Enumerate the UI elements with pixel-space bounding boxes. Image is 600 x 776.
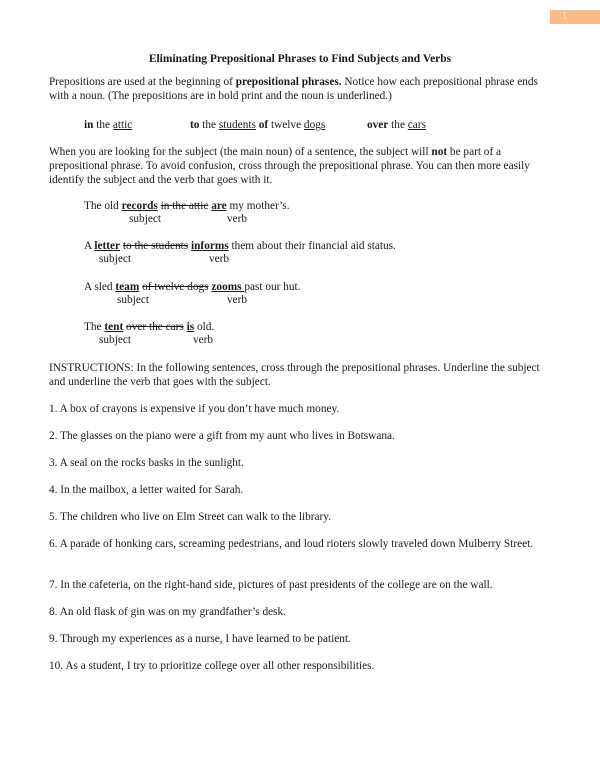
page-title: Eliminating Prepositional Phrases to Find Subjects and Verbs: [148, 53, 452, 65]
exercise-1: 1. A box of crayons is expensive if you don’t have much money.: [49, 403, 340, 415]
article: the: [388, 119, 408, 131]
intro-bold: prepositional phrases.: [235, 76, 342, 88]
exercise-3: 3. A seal on the rocks basks in the sunlight.: [49, 457, 244, 469]
intro-text: Prepositions are used at the beginning of: [49, 76, 236, 88]
exercise-2: 2. The glasses on the piano were a gift from my aunt who lives in Botswana.: [49, 430, 395, 442]
subject-word: letter: [94, 240, 121, 252]
example-phrase-1: [84, 118, 132, 132]
example-phrase-2: [190, 118, 325, 132]
sentence-text: A sled: [84, 281, 116, 293]
sentence-text: old.: [194, 321, 215, 333]
explanation-bold: not: [431, 146, 448, 158]
exercise-5: 5. The children who live on Elm Street can walk to the library.: [49, 511, 332, 523]
page-number-badge: 1: [550, 10, 600, 24]
intro-paragraph: [49, 75, 549, 103]
article: the: [93, 119, 113, 131]
subject-label: subject: [99, 334, 131, 346]
noun: attic: [112, 119, 133, 131]
sample-sentence-4: [84, 320, 214, 334]
preposition: to: [190, 119, 200, 131]
verb-word: is: [186, 321, 195, 333]
intro-text-2: Notice how each prepositional phrase ends with a noun. (The prepositions are in bold print and the noun is underlined.): [49, 76, 538, 102]
noun: students: [218, 119, 256, 131]
verb-word: are: [211, 200, 227, 212]
sentence-text: The: [84, 321, 105, 333]
article: twelve: [268, 119, 304, 131]
instructions: INSTRUCTIONS: In the following sentences, cross through the prepositional phrases. Underline the subject and underline the verb that goes with the subject.: [49, 362, 540, 388]
verb-label: verb: [209, 253, 230, 265]
sentence-text: past our hut.: [244, 281, 301, 293]
subject-label: subject: [129, 213, 161, 225]
sentence-text: them about their financial aid status.: [228, 240, 396, 252]
noun: cars: [407, 119, 426, 131]
crossed-phrase: of twelve dogs: [142, 281, 209, 293]
exercise-6: 6. A parade of honking cars, screaming pedestrians, and loud rioters slowly traveled down Mulberry Street.: [49, 538, 534, 550]
noun: dogs: [303, 119, 326, 131]
verb-word: informs: [191, 240, 229, 252]
sample-sentence-3: [84, 280, 301, 294]
exercise-7: 7. In the cafeteria, on the right-hand side, pictures of past presidents of the college are on the wall.: [49, 579, 493, 591]
verb-label: verb: [227, 294, 248, 306]
sentence-text: The old: [84, 200, 122, 212]
exercise-9: 9. Through my experiences as a nurse, I have learned to be patient.: [49, 633, 351, 645]
verb-label: verb: [193, 334, 214, 346]
explanation-text: When you are looking for the subject (the main noun) of a sentence, the subject will: [49, 146, 432, 158]
exercise-10: 10. As a student, I try to prioritize college over all other responsibilities.: [49, 660, 375, 672]
article: the: [199, 119, 219, 131]
subject-label: subject: [99, 253, 131, 265]
sample-sentence-1: [84, 199, 290, 213]
verb-label: verb: [227, 213, 248, 225]
subject-label: subject: [117, 294, 149, 306]
sample-sentence-2: [84, 239, 396, 253]
preposition: of: [258, 119, 269, 131]
explanation-text-2: be part of a prepositional phrase. To avoid confusion, cross through the prepositional phrase. You can then more easily identify the subject and the verb that goes with it.: [49, 146, 530, 186]
example-phrase-3: [367, 118, 426, 132]
exercise-8: 8. An old flask of gin was on my grandfather’s desk.: [49, 606, 286, 618]
sentence-text: my mother’s.: [226, 200, 290, 212]
preposition: in: [84, 119, 94, 131]
verb-word: zooms: [211, 281, 245, 293]
crossed-phrase: over the cars: [126, 321, 184, 333]
subject-word: tent: [104, 321, 124, 333]
crossed-phrase: in the attic: [160, 200, 209, 212]
crossed-phrase: to the students: [122, 240, 189, 252]
exercise-4: 4. In the mailbox, a letter waited for Sarah.: [49, 484, 244, 496]
sentence-text: A: [84, 240, 95, 252]
explanation-paragraph: [49, 145, 549, 187]
subject-word: team: [115, 281, 140, 293]
preposition: over: [367, 119, 389, 131]
subject-word: records: [121, 200, 158, 212]
